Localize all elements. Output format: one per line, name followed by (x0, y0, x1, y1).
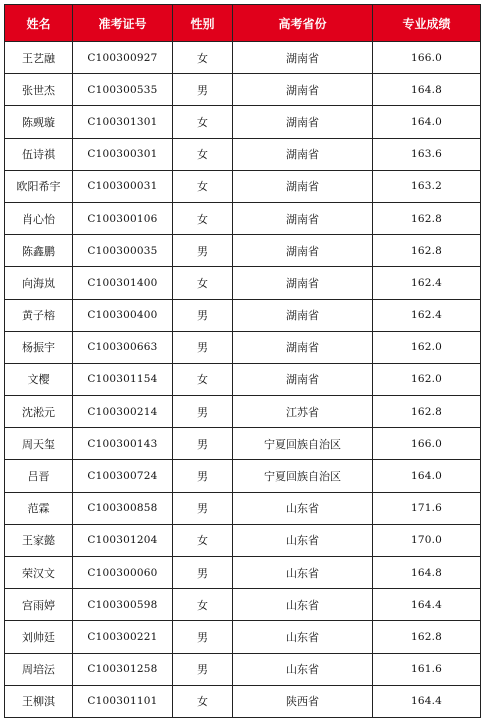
score-cell: 164.8 (373, 557, 481, 589)
gender-cell: 男 (173, 492, 233, 524)
province-cell: 湖南省 (233, 363, 373, 395)
exam-id-cell: C100300214 (73, 396, 173, 428)
exam-id-cell: C100301154 (73, 363, 173, 395)
table-row (5, 653, 481, 685)
name-cell: 刘帅廷 (5, 621, 73, 653)
table-row (5, 589, 481, 621)
table-row (5, 621, 481, 653)
header-province: 高考省份 (233, 5, 373, 42)
gender-cell: 男 (173, 557, 233, 589)
province-cell: 陕西省 (233, 685, 373, 717)
gender-cell: 女 (173, 524, 233, 556)
header-name: 姓名 (5, 5, 73, 42)
table-row (5, 524, 481, 556)
exam-id-cell: C100301101 (73, 685, 173, 717)
exam-id-cell: C100300301 (73, 138, 173, 170)
province-cell: 湖南省 (233, 74, 373, 106)
province-cell: 湖南省 (233, 42, 373, 74)
table-row (5, 557, 481, 589)
exam-id-cell: C100300663 (73, 331, 173, 363)
name-cell: 周培沄 (5, 653, 73, 685)
gender-cell: 女 (173, 42, 233, 74)
table-row (5, 331, 481, 363)
name-cell: 宫雨婷 (5, 589, 73, 621)
gender-cell: 男 (173, 235, 233, 267)
table-row (5, 138, 481, 170)
gender-cell: 男 (173, 331, 233, 363)
exam-id-cell: C100300106 (73, 202, 173, 234)
name-cell: 肖心怡 (5, 202, 73, 234)
table-row (5, 170, 481, 202)
name-cell: 杨振宇 (5, 331, 73, 363)
exam-id-cell: C100300858 (73, 492, 173, 524)
province-cell: 湖南省 (233, 106, 373, 138)
score-cell: 162.8 (373, 621, 481, 653)
score-cell: 163.2 (373, 170, 481, 202)
score-cell: 171.6 (373, 492, 481, 524)
province-cell: 江苏省 (233, 396, 373, 428)
score-cell: 164.0 (373, 460, 481, 492)
province-cell: 宁夏回族自治区 (233, 428, 373, 460)
results-table (4, 4, 481, 718)
name-cell: 陈鑫鹏 (5, 235, 73, 267)
name-cell: 王柳淇 (5, 685, 73, 717)
gender-cell: 男 (173, 74, 233, 106)
gender-cell: 女 (173, 106, 233, 138)
table-row (5, 106, 481, 138)
exam-id-cell: C100300400 (73, 299, 173, 331)
score-cell: 164.4 (373, 589, 481, 621)
exam-id-cell: C100301400 (73, 267, 173, 299)
table-row (5, 235, 481, 267)
name-cell: 向海岚 (5, 267, 73, 299)
table-row (5, 492, 481, 524)
gender-cell: 女 (173, 267, 233, 299)
gender-cell: 女 (173, 138, 233, 170)
gender-cell: 女 (173, 170, 233, 202)
score-cell: 162.0 (373, 331, 481, 363)
table-row (5, 428, 481, 460)
province-cell: 山东省 (233, 653, 373, 685)
province-cell: 宁夏回族自治区 (233, 460, 373, 492)
province-cell: 山东省 (233, 589, 373, 621)
exam-id-cell: C100300060 (73, 557, 173, 589)
exam-id-cell: C100301204 (73, 524, 173, 556)
score-cell: 164.8 (373, 74, 481, 106)
gender-cell: 女 (173, 363, 233, 395)
exam-id-cell: C100300598 (73, 589, 173, 621)
exam-id-cell: C100300035 (73, 235, 173, 267)
exam-id-cell: C100300143 (73, 428, 173, 460)
table-row (5, 363, 481, 395)
gender-cell: 男 (173, 396, 233, 428)
table-row (5, 299, 481, 331)
name-cell: 荣汉文 (5, 557, 73, 589)
exam-id-cell: C100300927 (73, 42, 173, 74)
score-cell: 162.8 (373, 235, 481, 267)
name-cell: 张世杰 (5, 74, 73, 106)
province-cell: 山东省 (233, 557, 373, 589)
score-cell: 162.8 (373, 202, 481, 234)
name-cell: 陈觋璇 (5, 106, 73, 138)
gender-cell: 女 (173, 589, 233, 621)
province-cell: 湖南省 (233, 202, 373, 234)
name-cell: 周天玺 (5, 428, 73, 460)
name-cell: 王艺融 (5, 42, 73, 74)
gender-cell: 男 (173, 621, 233, 653)
gender-cell: 男 (173, 460, 233, 492)
name-cell: 伍诗祺 (5, 138, 73, 170)
table-row (5, 460, 481, 492)
province-cell: 山东省 (233, 524, 373, 556)
score-cell: 164.4 (373, 685, 481, 717)
exam-id-cell: C100300724 (73, 460, 173, 492)
table-row (5, 202, 481, 234)
exam-id-cell: C100301258 (73, 653, 173, 685)
exam-id-cell: C100300031 (73, 170, 173, 202)
table-row (5, 396, 481, 428)
name-cell: 文樱 (5, 363, 73, 395)
table-body (5, 42, 481, 718)
name-cell: 范霖 (5, 492, 73, 524)
table-row (5, 42, 481, 74)
header-exam-id: 准考证号 (73, 5, 173, 42)
province-cell: 湖南省 (233, 331, 373, 363)
province-cell: 湖南省 (233, 235, 373, 267)
table-row (5, 74, 481, 106)
exam-id-cell: C100300221 (73, 621, 173, 653)
gender-cell: 男 (173, 428, 233, 460)
province-cell: 湖南省 (233, 299, 373, 331)
score-cell: 166.0 (373, 42, 481, 74)
score-cell: 166.0 (373, 428, 481, 460)
score-cell: 162.0 (373, 363, 481, 395)
gender-cell: 男 (173, 299, 233, 331)
score-cell: 162.4 (373, 299, 481, 331)
province-cell: 湖南省 (233, 138, 373, 170)
score-cell: 170.0 (373, 524, 481, 556)
province-cell: 山东省 (233, 621, 373, 653)
name-cell: 黄子榕 (5, 299, 73, 331)
score-cell: 164.0 (373, 106, 481, 138)
score-cell: 162.8 (373, 396, 481, 428)
table-row (5, 685, 481, 717)
table-row (5, 267, 481, 299)
province-cell: 湖南省 (233, 267, 373, 299)
province-cell: 湖南省 (233, 170, 373, 202)
header-row (5, 5, 481, 42)
gender-cell: 女 (173, 202, 233, 234)
score-cell: 163.6 (373, 138, 481, 170)
header-gender: 性别 (173, 5, 233, 42)
province-cell: 山东省 (233, 492, 373, 524)
name-cell: 欧阳希宇 (5, 170, 73, 202)
gender-cell: 男 (173, 653, 233, 685)
header-score: 专业成绩 (373, 5, 481, 42)
name-cell: 王家懿 (5, 524, 73, 556)
gender-cell: 女 (173, 685, 233, 717)
score-cell: 161.6 (373, 653, 481, 685)
table-header (5, 5, 481, 42)
name-cell: 吕晋 (5, 460, 73, 492)
exam-id-cell: C100301301 (73, 106, 173, 138)
score-cell: 162.4 (373, 267, 481, 299)
exam-id-cell: C100300535 (73, 74, 173, 106)
name-cell: 沈淞元 (5, 396, 73, 428)
